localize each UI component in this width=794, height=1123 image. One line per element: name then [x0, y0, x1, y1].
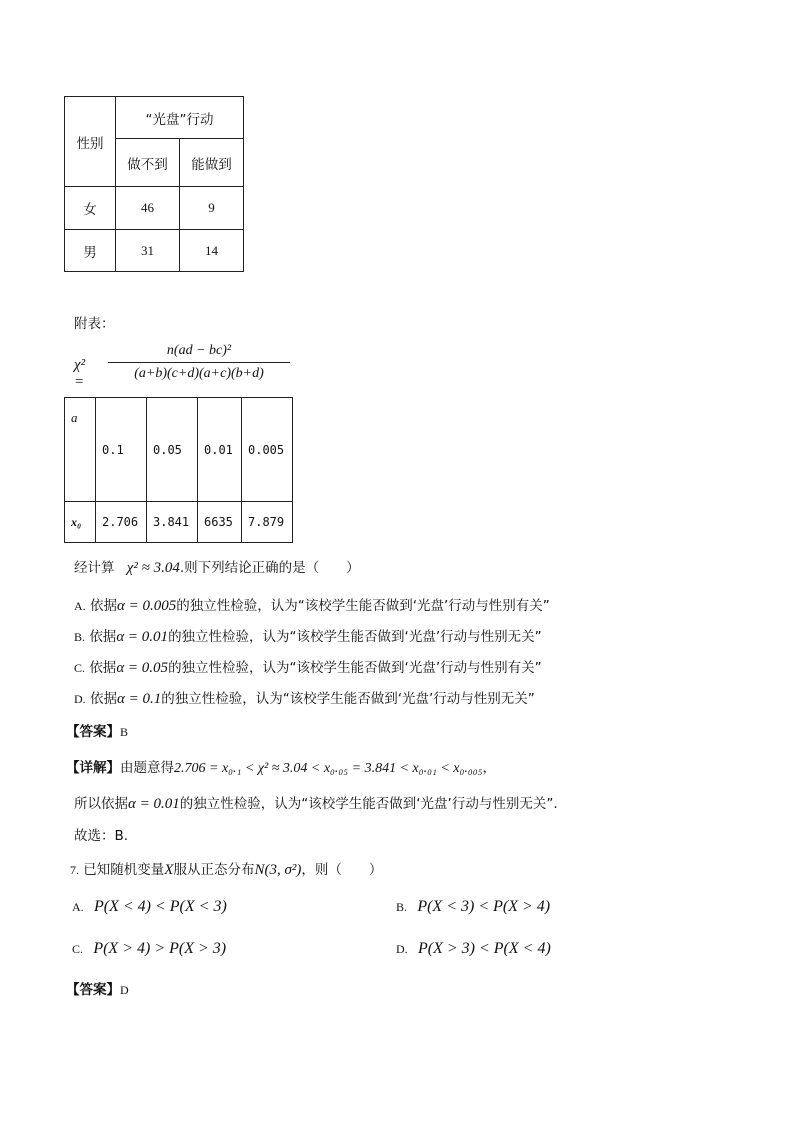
- option-d: [74, 687, 535, 708]
- row-label-a: a: [65, 398, 96, 502]
- table-row: [65, 230, 244, 272]
- q7-stem: [70, 858, 382, 879]
- answer-value: B: [120, 725, 129, 739]
- formula-denominator: (a+b)(c+d)(a+c)(b+d): [134, 366, 264, 381]
- option-letter: D.: [74, 692, 86, 706]
- alpha-value: 0.005: [242, 398, 293, 502]
- option-pre: 依据: [89, 691, 117, 707]
- option-math: α = 0.01: [116, 629, 169, 645]
- header-action: “光盘”行动: [116, 97, 244, 139]
- option-pre: 依据: [89, 629, 117, 645]
- row-label-x0: x₀: [65, 502, 96, 543]
- detail-label: 【详解】: [66, 760, 120, 776]
- option-text: 的独立性检验，认为“该校学生能否做到‘光盘’行动与性别无关”: [161, 691, 535, 707]
- detail-post: ，: [482, 760, 496, 776]
- stem-prefix: 经计算: [74, 560, 115, 576]
- option-math: P(X > 4) > P(X > 3): [93, 940, 227, 957]
- cell-cannot: 46: [116, 187, 180, 230]
- question-number: 7.: [70, 863, 79, 877]
- option-math: P(X < 3) < P(X > 4): [417, 898, 551, 915]
- option-a: [74, 594, 550, 615]
- option-letter: B.: [396, 900, 408, 914]
- q6-stem: [74, 556, 360, 577]
- col-cannot: 做不到: [116, 139, 180, 187]
- option-math: α = 0.005: [116, 598, 177, 614]
- option-math: P(X > 3) < P(X < 4): [417, 940, 551, 957]
- detail-math: 2.706 = x₀.₁ < χ² ≈ 3.04 < x₀.₀₅ = 3.841 < x₀.₀₁ < x₀.₀₀₅: [174, 761, 483, 776]
- q6-detail: [66, 756, 496, 777]
- conclusion-math: α = 0.01: [128, 796, 180, 812]
- q7-answer: [66, 978, 129, 998]
- option-text: 的独立性检验，认为“该校学生能否做到‘光盘’行动与性别有关”: [176, 598, 550, 614]
- stem-post: ，则（ ）: [301, 862, 383, 878]
- q7-option-d: [396, 940, 551, 958]
- option-math: P(X < 4) < P(X < 3): [93, 898, 227, 915]
- cell-can: 9: [180, 187, 244, 230]
- critical-value: 7.879: [242, 502, 293, 543]
- q7-option-b: [396, 898, 550, 916]
- gender-action-table: [64, 96, 244, 272]
- q7-option-c: [72, 940, 226, 958]
- option-pre: 依据: [89, 660, 117, 676]
- option-c: [74, 656, 542, 677]
- q7-option-a: [72, 898, 227, 916]
- formula-lhs: χ² =: [74, 357, 86, 390]
- stem-suffix: .则下列结论正确的是（ ）: [179, 560, 360, 576]
- alpha-value: 0.05: [147, 398, 198, 502]
- row-gender: 男: [65, 230, 116, 272]
- option-letter: C.: [72, 942, 84, 956]
- appendix-label: 附表：: [74, 316, 115, 332]
- stem-pre: 已知随机变量: [83, 862, 165, 878]
- q6-answer: [66, 720, 128, 740]
- conclusion-pre: 所以依据: [74, 796, 128, 812]
- option-letter: C.: [74, 661, 86, 675]
- critical-value-table: [64, 397, 293, 543]
- option-text: 的独立性检验，认为“该校学生能否做到‘光盘’行动与性别无关”: [168, 629, 542, 645]
- stem-var: X: [164, 862, 174, 878]
- cell-can: 14: [180, 230, 244, 272]
- option-letter: A.: [74, 599, 86, 613]
- col-can: 能做到: [180, 139, 244, 187]
- answer-value: D: [120, 983, 129, 997]
- answer-label: 【答案】: [66, 982, 120, 998]
- option-letter: B.: [74, 630, 86, 644]
- alpha-value: 0.01: [198, 398, 242, 502]
- stem-math: χ² ≈ 3.04: [126, 560, 180, 576]
- option-text: 的独立性检验，认为“该校学生能否做到‘光盘’行动与性别有关”: [168, 660, 542, 676]
- critical-value: 3.841: [147, 502, 198, 543]
- option-math: α = 0.1: [116, 691, 162, 707]
- option-pre: 依据: [89, 598, 117, 614]
- option-math: α = 0.05: [116, 660, 169, 676]
- stem-math: N(3, σ²): [254, 862, 302, 878]
- q6-conclusion: [74, 792, 558, 813]
- stem-mid: 服从正态分布: [173, 862, 255, 878]
- table-row: [65, 187, 244, 230]
- critical-value: 6635: [198, 502, 242, 543]
- critical-value: 2.706: [96, 502, 147, 543]
- row-gender: 女: [65, 187, 116, 230]
- alpha-value: 0.1: [96, 398, 147, 502]
- option-letter: D.: [396, 942, 408, 956]
- answer-label: 【答案】: [66, 724, 120, 740]
- q6-choose: 故选：B.: [74, 828, 129, 844]
- formula-numerator: n(ad − bc)²: [166, 343, 232, 358]
- option-letter: A.: [72, 900, 84, 914]
- detail-pre: 由题意得: [120, 760, 174, 776]
- cell-cannot: 31: [116, 230, 180, 272]
- conclusion-text: 的独立性检验，认为“该校学生能否做到‘光盘’行动与性别无关”.: [179, 796, 558, 812]
- header-gender: 性别: [65, 97, 116, 187]
- option-b: [74, 625, 542, 646]
